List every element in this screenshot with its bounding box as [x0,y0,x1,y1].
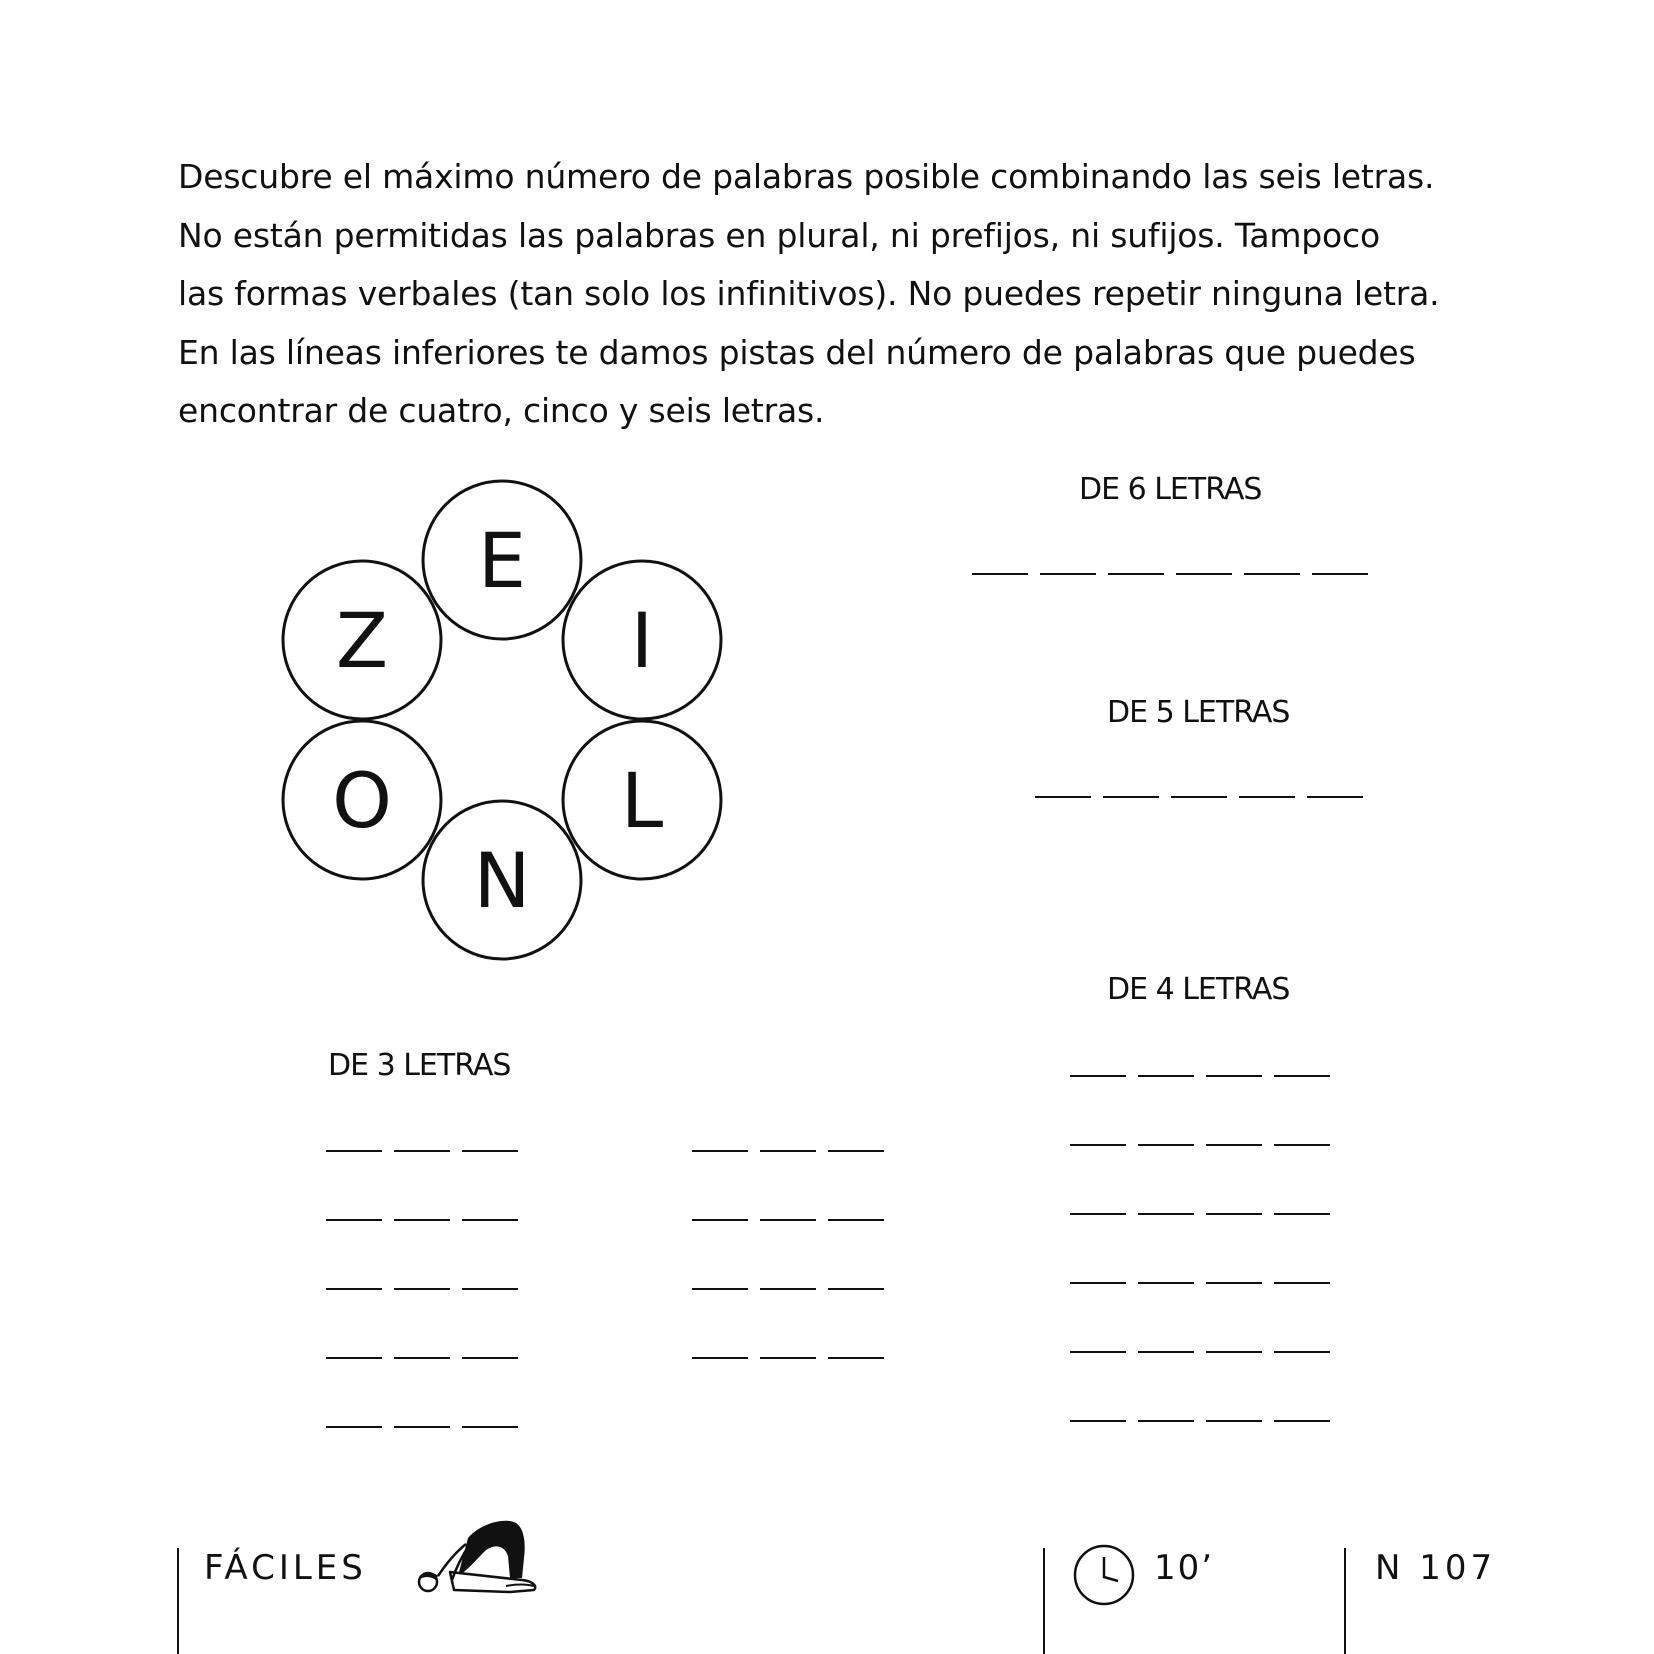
letter-blank[interactable] [1274,1351,1330,1353]
wheel-letter-i: I [630,595,654,685]
answer-row-three[interactable] [692,1219,896,1221]
letter-blank[interactable] [394,1426,450,1428]
letter-blank[interactable] [462,1219,518,1221]
yoga-pose-icon [410,1514,546,1598]
letter-blank[interactable] [1070,1075,1126,1077]
clock-icon [1072,1543,1136,1607]
letter-blank[interactable] [972,573,1028,575]
letter-blank[interactable] [1206,1075,1262,1077]
letter-blank[interactable] [760,1219,816,1221]
letter-blank[interactable] [760,1150,816,1152]
answer-row-three[interactable] [326,1357,530,1359]
letter-blank[interactable] [1206,1213,1262,1215]
answer-row-four[interactable] [1070,1213,1342,1215]
letter-blank[interactable] [1108,573,1164,575]
answer-row-four[interactable] [1070,1420,1342,1422]
instruction-line: encontrar de cuatro, cinco y seis letras. [178,391,825,430]
letter-blank[interactable] [1040,573,1096,575]
letter-blank[interactable] [394,1288,450,1290]
footer-divider [1043,1548,1045,1654]
letter-blank[interactable] [1206,1351,1262,1353]
letter-blank[interactable] [692,1288,748,1290]
answer-row-three[interactable] [326,1150,530,1152]
answer-row-three[interactable] [692,1357,896,1359]
letter-blank[interactable] [1070,1420,1126,1422]
letter-blank[interactable] [462,1426,518,1428]
letter-blank[interactable] [760,1288,816,1290]
letter-blank[interactable] [326,1150,382,1152]
answer-row-three[interactable] [326,1288,530,1290]
letter-blank[interactable] [1206,1144,1262,1146]
instruction-line: Descubre el máximo número de palabras posible combinando las seis letras. [178,157,1435,196]
letter-blank[interactable] [1239,796,1295,798]
answer-row-six[interactable] [972,573,1380,575]
answer-row-three[interactable] [326,1426,530,1428]
footer-divider [177,1548,179,1654]
letter-blank[interactable] [394,1150,450,1152]
letter-blank[interactable] [394,1219,450,1221]
letter-blank[interactable] [828,1357,884,1359]
letter-blank[interactable] [1070,1213,1126,1215]
letter-blank[interactable] [692,1357,748,1359]
letter-blank[interactable] [1307,796,1363,798]
letter-blank[interactable] [1103,796,1159,798]
letter-blank[interactable] [1244,573,1300,575]
letter-blank[interactable] [1312,573,1368,575]
instruction-line: No están permitidas las palabras en plural, ni prefijos, ni sufijos. Tampoco [178,215,1380,255]
letter-blank[interactable] [828,1219,884,1221]
letter-blank[interactable] [326,1219,382,1221]
answer-row-four[interactable] [1070,1282,1342,1284]
letter-blank[interactable] [828,1288,884,1290]
letter-blank[interactable] [1035,796,1091,798]
heading-five-letters: DE 5 LETRAS [1107,695,1290,730]
letter-blank[interactable] [1206,1282,1262,1284]
heading-six-letters: DE 6 LETRAS [1079,472,1262,507]
letter-blank[interactable] [828,1150,884,1152]
letter-blank[interactable] [462,1357,518,1359]
letter-blank[interactable] [1274,1282,1330,1284]
footer-divider [1344,1548,1346,1654]
letter-blank[interactable] [692,1150,748,1152]
instruction-line: En las líneas inferiores te damos pistas del número de palabras que puedes [178,332,1416,372]
answer-row-three[interactable] [692,1288,896,1290]
letter-blank[interactable] [1070,1144,1126,1146]
wheel-letter-z: Z [335,595,389,685]
letter-blank[interactable] [326,1288,382,1290]
letter-blank[interactable] [1138,1144,1194,1146]
letter-blank[interactable] [326,1426,382,1428]
puzzle-number: N 107 [1375,1548,1497,1588]
letter-blank[interactable] [326,1357,382,1359]
letter-blank[interactable] [462,1150,518,1152]
letter-blank[interactable] [1138,1351,1194,1353]
time-label: 10’ [1154,1548,1215,1588]
letter-blank[interactable] [760,1357,816,1359]
wheel-letter-e: E [477,515,527,605]
letter-blank[interactable] [692,1219,748,1221]
letter-wheel [280,478,730,964]
heading-three-letters: DE 3 LETRAS [328,1048,511,1083]
letter-blank[interactable] [1274,1213,1330,1215]
instructions [178,148,1508,441]
answer-row-three[interactable] [692,1150,896,1152]
answer-row-five[interactable] [1035,796,1375,798]
wheel-letter-l: L [620,755,664,845]
letter-blank[interactable] [1274,1075,1330,1077]
wheel-letter-n: N [473,835,531,925]
letter-blank[interactable] [1176,573,1232,575]
letter-blank[interactable] [1206,1420,1262,1422]
letter-blank[interactable] [1171,796,1227,798]
heading-four-letters: DE 4 LETRAS [1107,972,1290,1007]
letter-blank[interactable] [394,1357,450,1359]
letter-blank[interactable] [1138,1282,1194,1284]
letter-blank[interactable] [1274,1420,1330,1422]
letter-blank[interactable] [1138,1075,1194,1077]
difficulty-label: FÁCILES [204,1548,367,1588]
letter-blank[interactable] [1070,1282,1126,1284]
answer-row-three[interactable] [326,1219,530,1221]
answer-row-four[interactable] [1070,1075,1342,1077]
letter-blank[interactable] [1138,1213,1194,1215]
answer-row-four[interactable] [1070,1144,1342,1146]
wheel-letter-o: O [332,755,392,845]
letter-blank[interactable] [1070,1351,1126,1353]
letter-blank[interactable] [1274,1144,1330,1146]
instruction-line: las formas verbales (tan solo los infinitivos). No puedes repetir ninguna letra. [178,274,1440,313]
answer-row-four[interactable] [1070,1351,1342,1353]
letter-blank[interactable] [1138,1420,1194,1422]
letter-blank[interactable] [462,1288,518,1290]
